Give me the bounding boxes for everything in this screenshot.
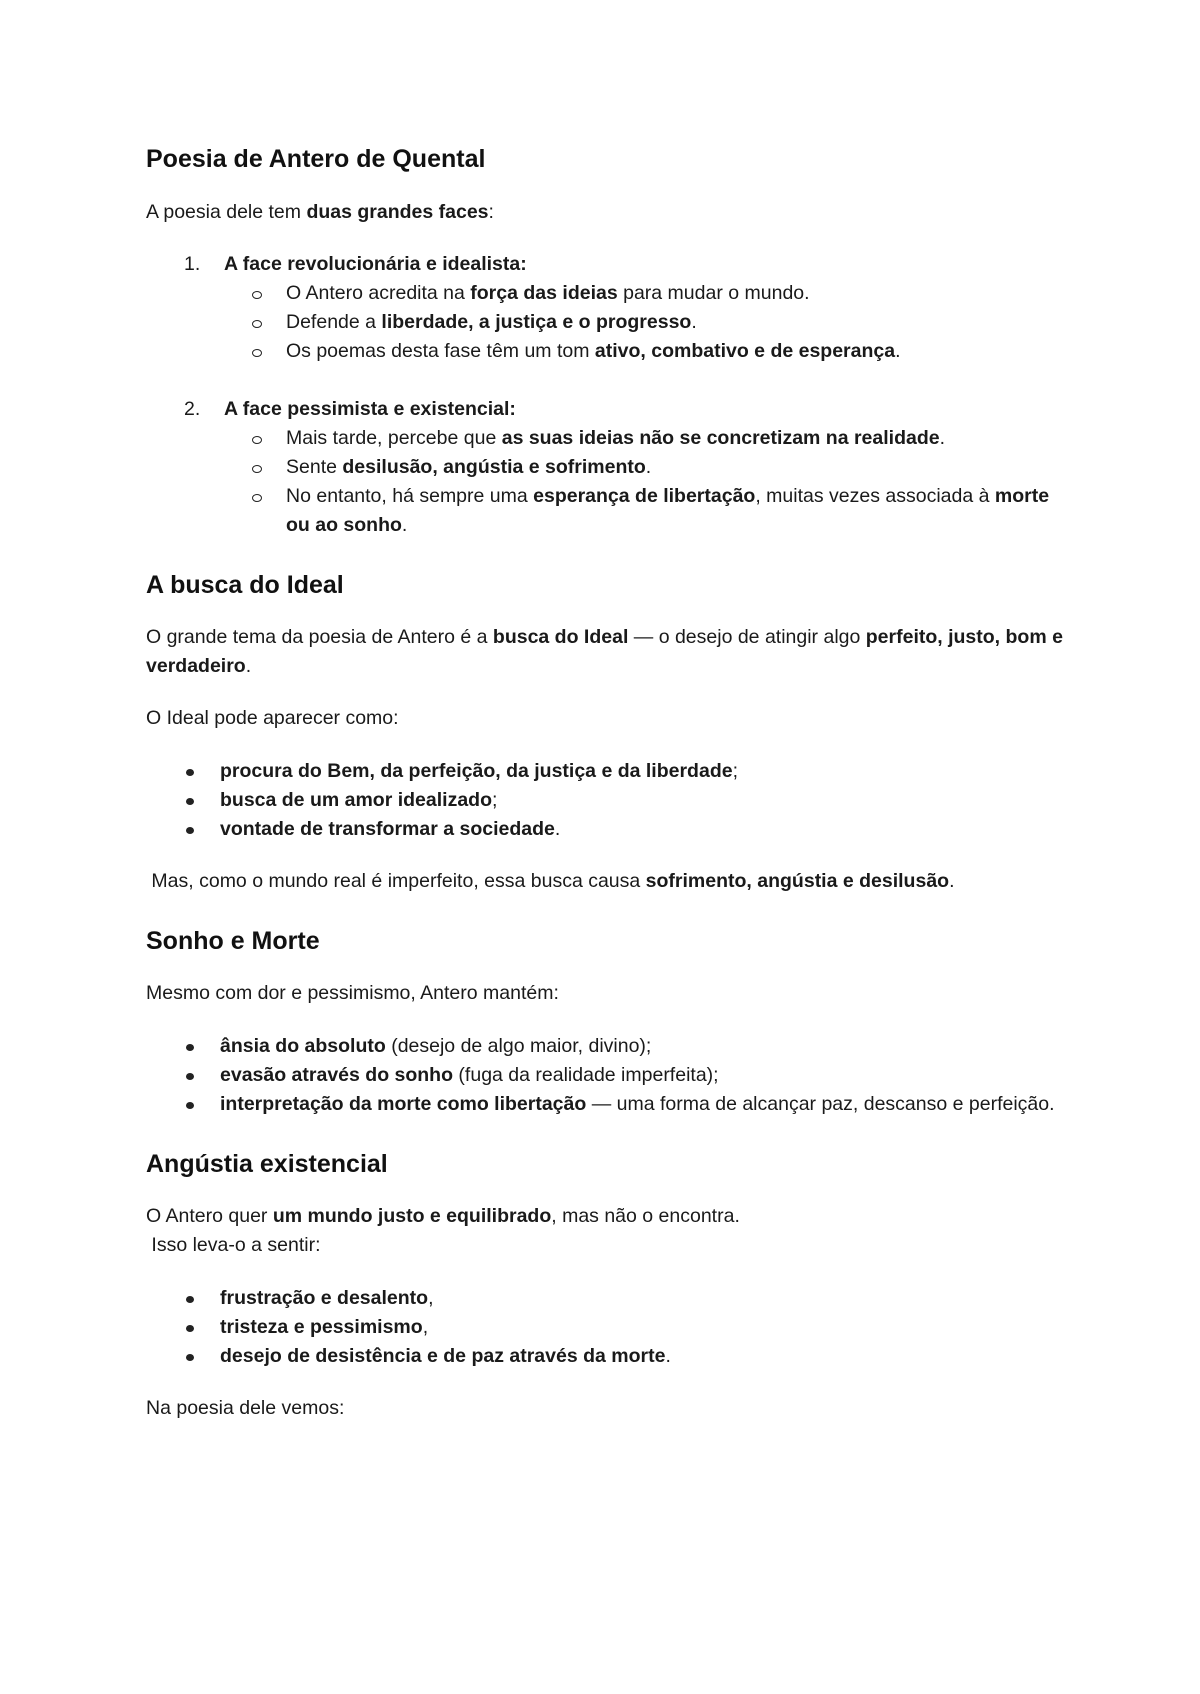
paragraph: Mesmo com dor e pessimismo, Antero mantém: <box>146 982 559 1004</box>
list-item: tristeza e pessimismo, <box>146 1313 1066 1342</box>
list-item: O Antero acredita na força das ideias para mudar o mundo. <box>216 279 1066 308</box>
list-item: Sente desilusão, angústia e sofrimento. <box>216 453 1066 482</box>
paragraph: Isso leva-o a sentir: <box>146 1234 321 1256</box>
paragraph: O grande tema da poesia de Antero é a busca do Ideal — o desejo de atingir algo perfeito, justo, bom e verdadeiro. <box>146 626 1063 677</box>
bullet-dot-icon <box>186 1296 194 1303</box>
bullet-dot-icon <box>186 769 194 776</box>
face-2-sublist <box>224 424 1066 540</box>
list-item: Defende a liberdade, a justiça e o progresso. <box>216 308 1066 337</box>
circle-bullet-icon <box>252 349 262 357</box>
heading-angustia: Angústia existencial <box>146 1150 388 1178</box>
faces-list <box>146 250 1066 540</box>
face-title: A face pessimista e existencial: <box>224 398 516 420</box>
paragraph: O Ideal pode aparecer como: <box>146 707 399 729</box>
list-item-face-2 <box>146 395 1066 540</box>
bullet-dot-icon <box>186 1325 194 1332</box>
list-item: ânsia do absoluto (desejo de algo maior, divino); <box>146 1032 1066 1061</box>
bullet-dot-icon <box>186 827 194 834</box>
heading-busca: A busca do Ideal <box>146 571 344 599</box>
list-item: evasão através do sonho (fuga da realidade imperfeita); <box>146 1061 1066 1090</box>
list-number: 1. <box>184 253 201 275</box>
bullet-dot-icon <box>186 1044 194 1051</box>
circle-bullet-icon <box>252 494 262 502</box>
list-item: interpretação da morte como libertação — uma forma de alcançar paz, descanso e perfeição. <box>146 1090 1066 1119</box>
bullet-dot-icon <box>186 1102 194 1109</box>
bullet-list <box>146 757 1066 844</box>
circle-bullet-icon <box>252 436 262 444</box>
circle-bullet-icon <box>252 320 262 328</box>
bullet-list <box>146 1032 1066 1119</box>
list-item: busca de um amor idealizado; <box>146 786 1066 815</box>
circle-bullet-icon <box>252 465 262 473</box>
bullet-dot-icon <box>186 1073 194 1080</box>
heading-poesia: Poesia de Antero de Quental <box>146 145 486 173</box>
list-number: 2. <box>184 398 201 420</box>
circle-bullet-icon <box>252 291 262 299</box>
list-item: Os poemas desta fase têm um tom ativo, combativo e de esperança. <box>216 337 1066 366</box>
list-item: No entanto, há sempre uma esperança de libertação, muitas vezes associada à morte ou ao sonho. <box>216 482 1066 540</box>
paragraph: Mas, como o mundo real é imperfeito, essa busca causa sofrimento, angústia e desilusão. <box>146 870 955 892</box>
face-1-sublist <box>224 279 1066 366</box>
list-item-face-1 <box>146 250 1066 366</box>
list-item: desejo de desistência e de paz através da morte. <box>146 1342 1066 1371</box>
document-page <box>146 140 1066 1423</box>
bullet-list <box>146 1284 1066 1371</box>
list-item: Mais tarde, percebe que as suas ideias não se concretizam na realidade. <box>216 424 1066 453</box>
face-title: A face revolucionária e idealista: <box>224 253 527 275</box>
bullet-dot-icon <box>186 1354 194 1361</box>
list-item: vontade de transformar a sociedade. <box>146 815 1066 844</box>
paragraph-intro: A poesia dele tem duas grandes faces: <box>146 201 494 223</box>
paragraph: O Antero quer um mundo justo e equilibrado, mas não o encontra. <box>146 1205 740 1227</box>
bullet-dot-icon <box>186 798 194 805</box>
list-item: frustração e desalento, <box>146 1284 1066 1313</box>
paragraph: Na poesia dele vemos: <box>146 1397 345 1419</box>
heading-sonho: Sonho e Morte <box>146 927 320 955</box>
list-item: procura do Bem, da perfeição, da justiça e da liberdade; <box>146 757 1066 786</box>
